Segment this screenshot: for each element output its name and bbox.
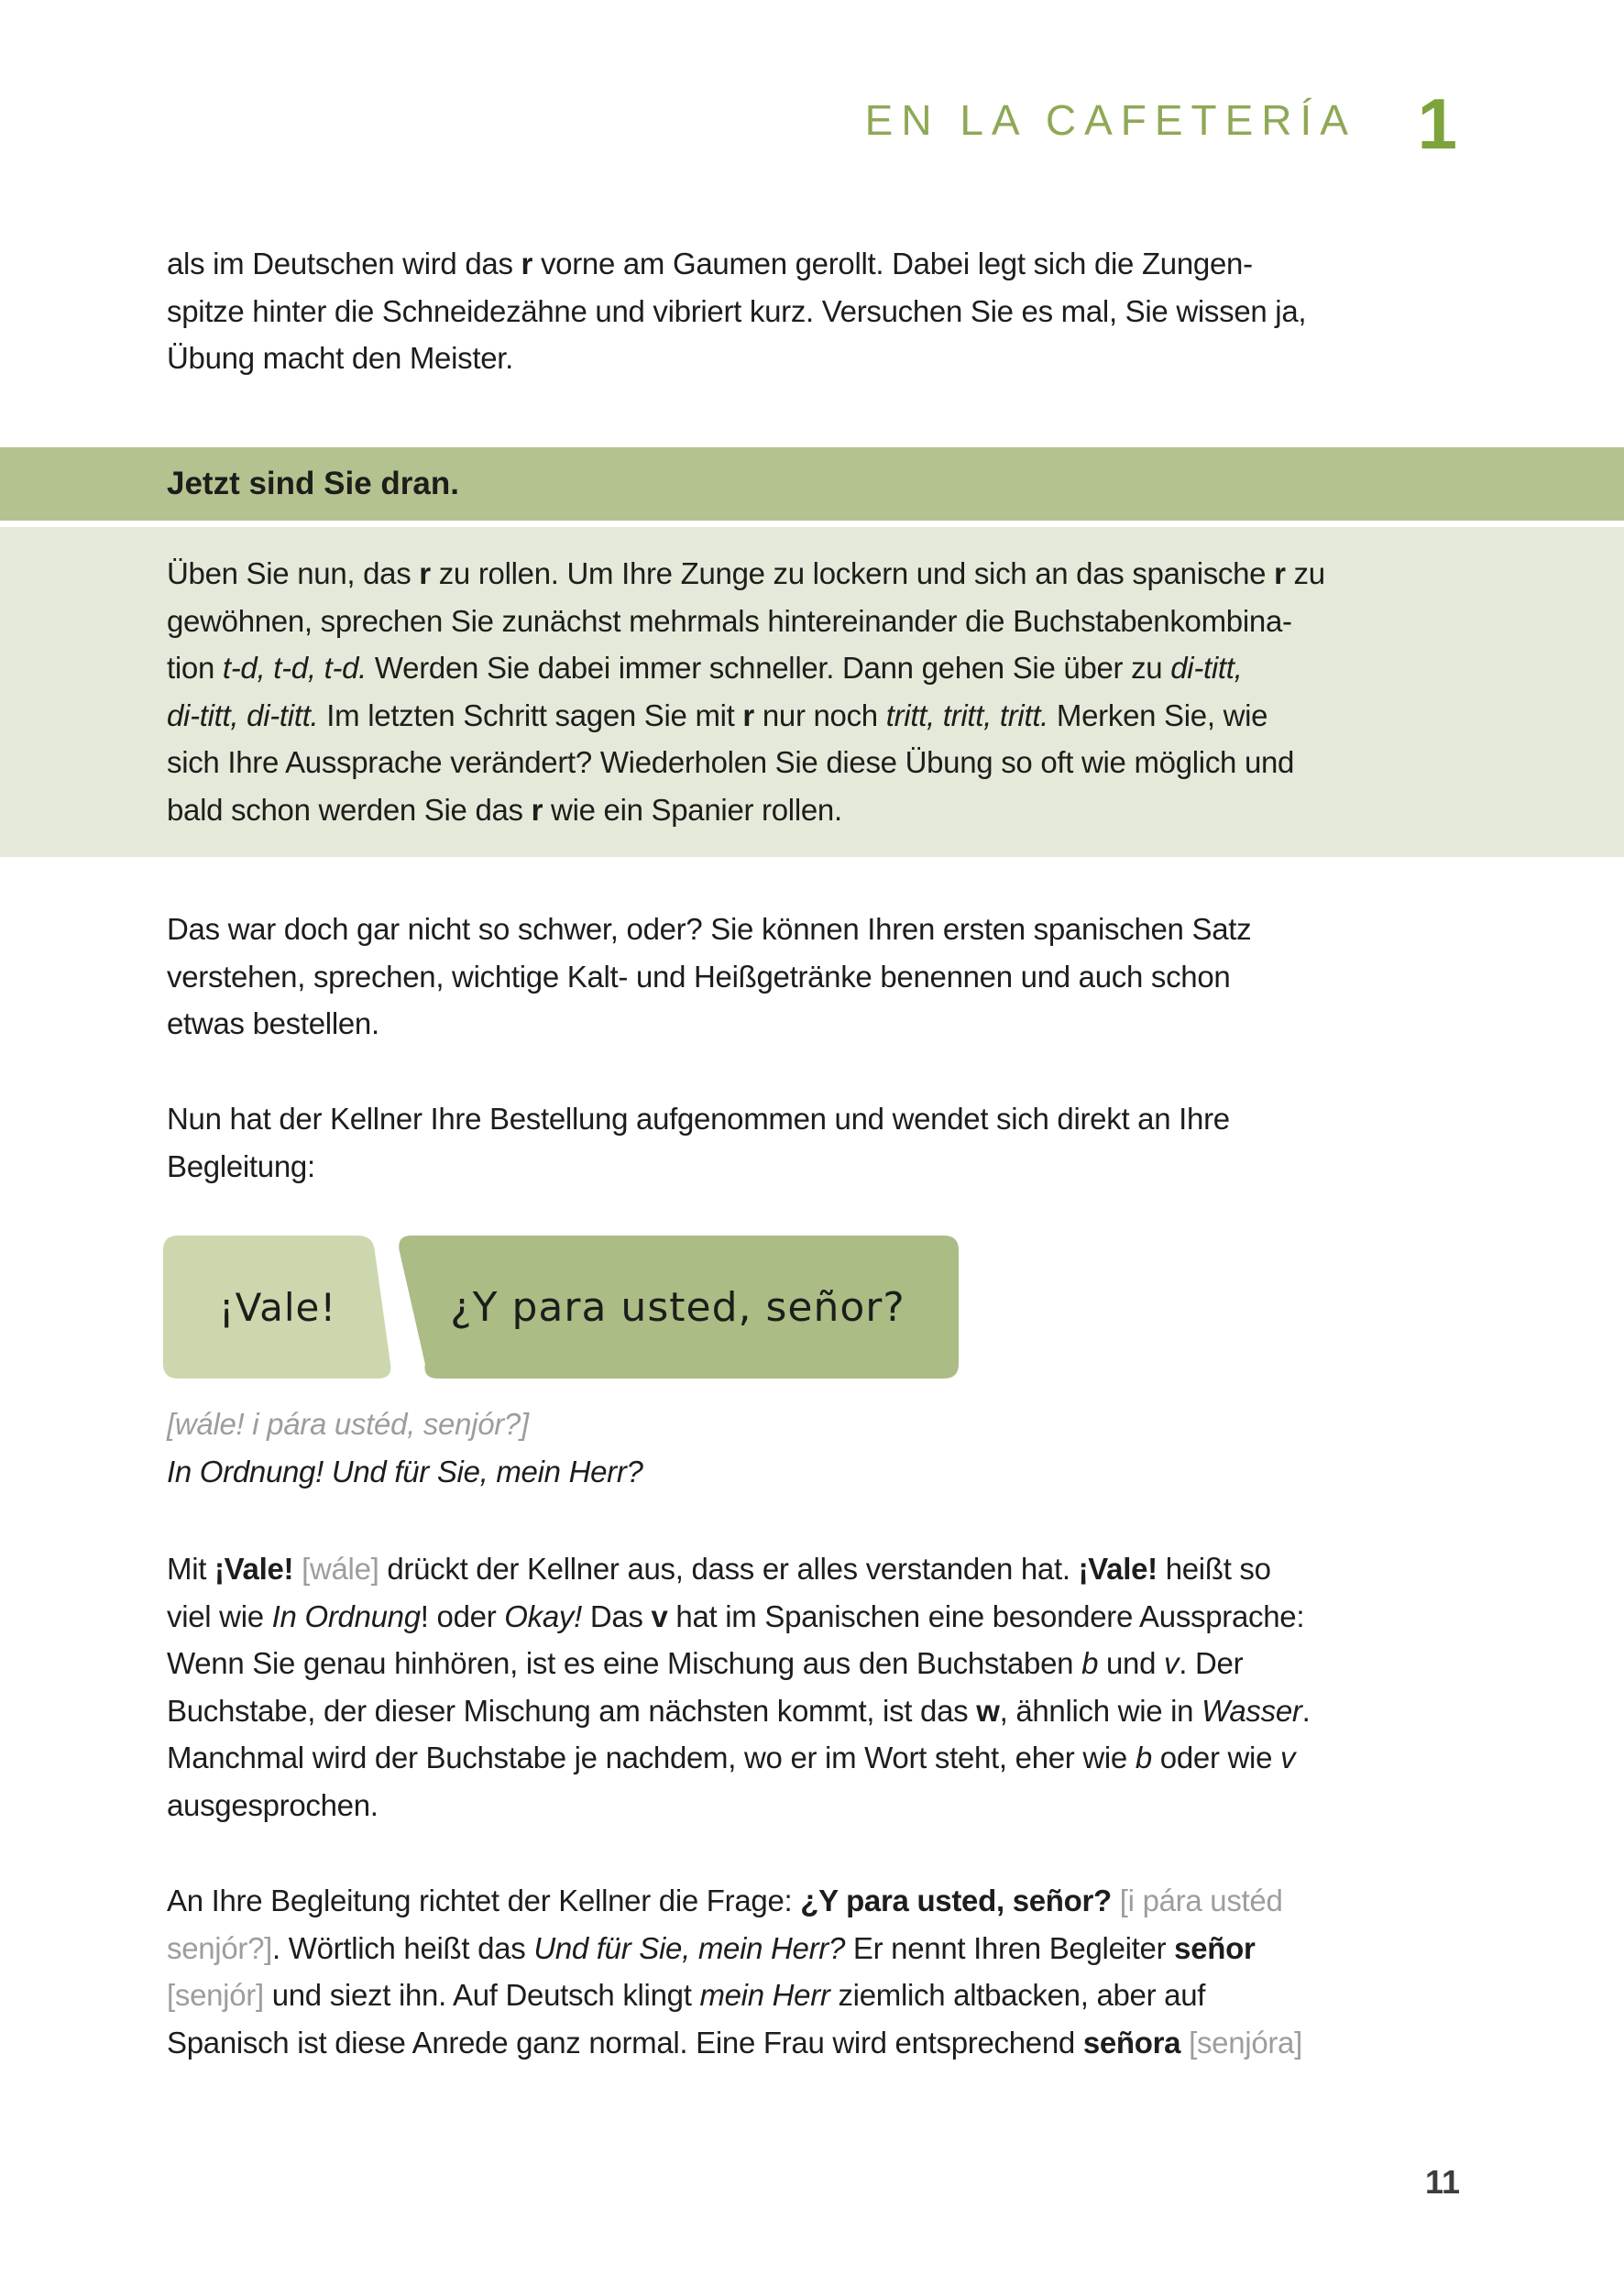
exercise-text: Üben Sie nun, das r zu rollen. Um Ihre Zunge zu lockern und sich an das spanische r zu gewöhnen, sprechen Sie zunächst mehrmals hintereinander die Buchstabenkombina- tion t-d, t-d, t-d. Werden Sie dabei immer schneller. Dann gehen Sie über zu di-titt, di-titt, di-titt. Im letzten Schritt sagen Sie mit r nur noch tritt, tritt, tritt. Merken Sie, wie sich Ihre Aussprache verändert? Wiederholen Sie diese Übung so oft wie möglich und bald schon werden Sie das r wie ein Spanier rollen. bbox=[167, 556, 1325, 827]
speech-bubble-right-text: ¿Y para usted, señor? bbox=[450, 1283, 905, 1331]
page-title: EN LA CAFETERÍA bbox=[864, 96, 1356, 144]
callout-heading: Jetzt sind Sie dran. bbox=[167, 466, 459, 501]
phonetic-transcription: [wále! i pára ustéd, senjór?] In Ordnung! Und für Sie, mein Herr? bbox=[167, 1407, 643, 1489]
callout-heading-bar bbox=[0, 447, 1624, 521]
paragraph-waiter-intro: Nun hat der Kellner Ihre Bestellung aufgenommen und wendet sich direkt an Ihre Begleitung: bbox=[167, 1102, 1230, 1183]
intro-paragraph: als im Deutschen wird das r vorne am Gaumen gerollt. Dabei legt sich die Zungen- spitze hinter die Schneidezähne und vibriert kurz. Versuchen Sie es mal, Sie wissen ja, Übung macht den Meister. bbox=[167, 247, 1307, 375]
speech-bubble-left-text: ¡Vale! bbox=[218, 1284, 337, 1330]
paragraph-summary: Das war doch gar nicht so schwer, oder? Sie können Ihren ersten spanischen Satz verstehen, sprechen, wichtige Kalt- und Heißgetränke benennen und auch schon etwas bestellen. bbox=[167, 912, 1252, 1040]
paragraph-senor-explanation: An Ihre Begleitung richtet der Kellner die Frage: ¿Y para usted, señor? [i pára ustéd senjór?]. Wörtlich heißt das Und für Sie, mein Herr? Er nennt Ihren Begleiter señor [senjór] und siezt ihn. Auf Deutsch klingt mein Herr ziemlich altbacken, aber auf Spanisch ist diese Anrede ganz normal. Eine Frau wird entsprechend señora [senjóra] bbox=[167, 1884, 1302, 2060]
exercise-box bbox=[0, 527, 1624, 857]
dialogue-bubbles bbox=[163, 1236, 960, 1379]
page-number: 11 bbox=[1424, 2163, 1460, 2201]
chapter-number: 1 bbox=[1417, 83, 1457, 164]
paragraph-vale-explanation: Mit ¡Vale! [wále] drückt der Kellner aus, dass er alles verstanden hat. ¡Vale! heißt so viel wie In Ordnung! oder Okay! Das v hat im Spanischen eine besondere Aussprache: Wenn Sie genau hinhören, ist es eine Mischung aus den Buchstaben b und v. Der Buchstabe, der dieser Mischung am nächsten kommt, ist das w, ähnlich wie in Wasser. Manchmal wird der Buchstabe je nachdem, wo er im Wort steht, eher wie b oder wie v ausgesprochen. bbox=[167, 1552, 1311, 1822]
